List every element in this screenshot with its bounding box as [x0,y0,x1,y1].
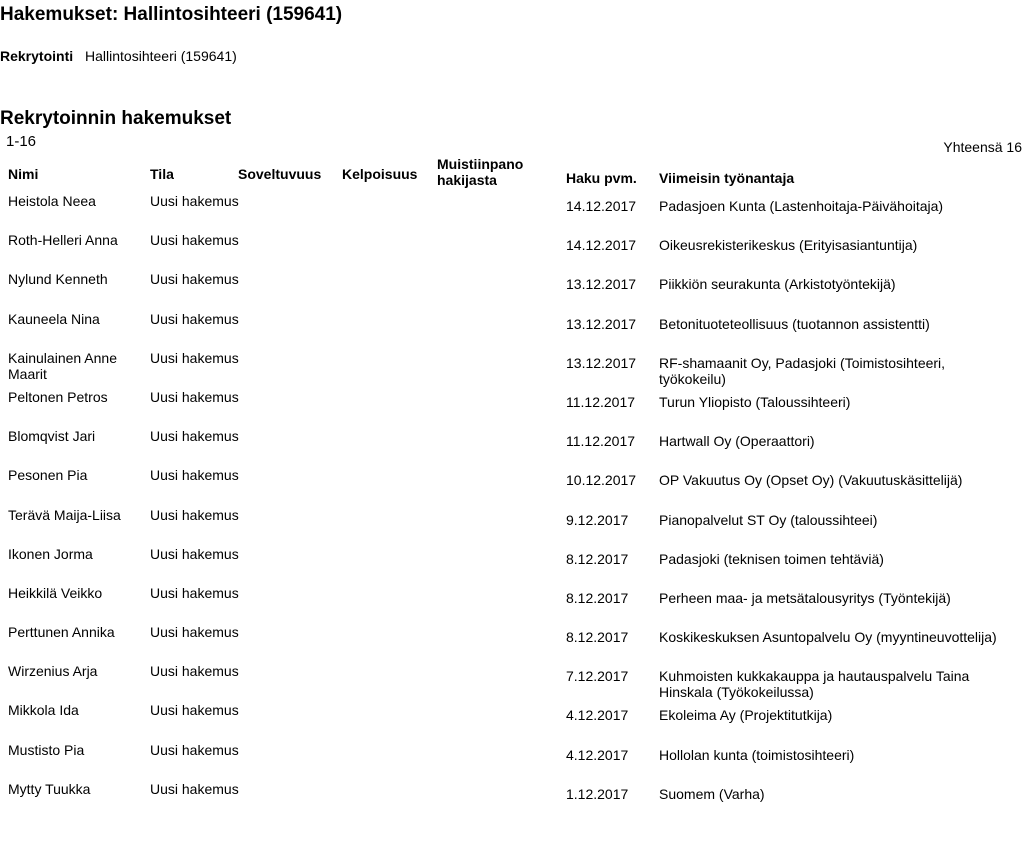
application-date: 11.12.2017 [566,433,636,450]
column-header-kelpoisuus[interactable]: Kelpoisuus [342,166,418,182]
applicant-name[interactable]: Wirzenius Arja [8,663,98,680]
latest-employer: Oikeusrekisterikeskus (Erityisasiantuntija) [659,237,918,254]
latest-employer: Padasjoki (teknisen toimen tehtäviä) [659,550,884,567]
table-row[interactable] [0,427,1024,466]
applicant-name[interactable]: Heikkilä Veikko [8,584,103,601]
latest-employer: Piikkiön seurakunta (Arkistotyöntekijä) [659,276,896,293]
result-range: 1-16 [6,133,37,150]
applicant-name[interactable]: Perttunen Annika [8,624,115,641]
result-total: Yhteensä 16 [943,139,1022,155]
table-row[interactable] [0,192,1024,231]
table-row[interactable] [0,584,1024,623]
latest-employer: Kuhmoisten kukkakauppa ja hautauspalvelu Taina Hinskala (Työkokeilussa) [659,668,970,701]
application-date: 13.12.2017 [566,276,637,293]
table-row[interactable] [0,466,1024,505]
applicant-name[interactable]: Terävä Maija-Liisa [8,506,121,523]
application-date: 1.12.2017 [566,785,629,802]
column-header-tila[interactable]: Tila [150,166,174,182]
table-row[interactable] [0,388,1024,427]
application-date: 4.12.2017 [566,707,629,724]
application-date: 14.12.2017 [566,198,637,214]
applicant-name[interactable]: Mikkola Ida [8,702,79,719]
applicant-name[interactable]: Peltonen Petros [8,388,108,405]
table-row[interactable] [0,270,1024,309]
application-status: Uusi hakemus [150,663,239,680]
latest-employer: Hartwall Oy (Operaattori) [659,433,815,450]
table-row[interactable] [0,310,1024,349]
latest-employer: Koskikeskuksen Asuntopalvelu Oy (myyntineuvottelija) [659,629,997,646]
application-status: Uusi hakemus [150,388,239,405]
latest-employer: Turun Yliopisto (Taloussihteeri) [659,393,851,410]
application-status: Uusi hakemus [150,232,239,249]
applicant-name[interactable]: Mustisto Pia [8,741,85,758]
applicant-name[interactable]: Roth-Helleri Anna [8,232,118,249]
latest-employer: Pianopalvelut ST Oy (taloussihteei) [659,511,878,528]
applications-table [0,192,1024,819]
column-header-viimeisin[interactable]: Viimeisin työnantaja [659,170,795,186]
column-header-haku-pvm[interactable]: Haku pvm. [566,170,637,186]
table-row[interactable] [0,506,1024,545]
application-date: 4.12.2017 [566,746,629,763]
application-date: 9.12.2017 [566,511,629,528]
application-status: Uusi hakemus [150,545,239,562]
application-status: Uusi hakemus [150,624,239,641]
applicant-name[interactable]: Heistola Neea [8,193,96,209]
table-row[interactable] [0,741,1024,780]
applicant-name[interactable]: Kauneela Nina [8,310,100,327]
application-status: Uusi hakemus [150,506,239,523]
latest-employer: Padasjoen Kunta (Lastenhoitaja-Päivähoitaja) [659,198,944,214]
latest-employer: Hollolan kunta (toimistosihteeri) [659,746,855,763]
table-row[interactable] [0,780,1024,819]
applicant-name[interactable]: Nylund Kenneth [8,271,108,288]
application-date: 13.12.2017 [566,315,637,332]
application-status: Uusi hakemus [150,428,239,445]
application-date: 14.12.2017 [566,237,637,254]
applicant-name[interactable]: Ikonen Jorma [8,545,93,562]
application-status: Uusi hakemus [150,702,239,719]
application-date: 8.12.2017 [566,629,629,646]
application-status: Uusi hakemus [150,193,239,209]
table-row[interactable] [0,545,1024,584]
application-status: Uusi hakemus [150,310,239,327]
column-header-soveltuvuus[interactable]: Soveltuvuus [238,166,322,182]
column-header-muistiinpano[interactable]: Muistiinpano hakijasta [437,156,524,188]
application-date: 7.12.2017 [566,668,629,685]
table-row[interactable] [0,231,1024,270]
latest-employer: Betonituoteteollisuus (tuotannon assistentti) [659,315,930,332]
application-status: Uusi hakemus [150,467,239,484]
application-status: Uusi hakemus [150,780,239,797]
applicant-name[interactable]: Mytty Tuukka [8,780,91,797]
column-header-nimi[interactable]: Nimi [8,166,39,182]
page-title: Hakemukset: Hallintosihteeri (159641) [0,4,343,25]
latest-employer: Perheen maa- ja metsätalousyritys (Työntekijä) [659,589,951,606]
application-date: 8.12.2017 [566,589,629,606]
section-title: Rekrytoinnin hakemukset [0,108,232,129]
table-row[interactable] [0,623,1024,662]
breadcrumb-value: Hallintosihteeri (159641) [85,48,237,64]
latest-employer: OP Vakuutus Oy (Opset Oy) (Vakuutuskäsittelijä) [659,472,963,489]
application-date: 11.12.2017 [566,393,636,410]
application-status: Uusi hakemus [150,584,239,601]
application-status: Uusi hakemus [150,271,239,288]
application-status: Uusi hakemus [150,349,239,366]
applicant-name[interactable]: Pesonen Pia [8,467,88,484]
table-row[interactable] [0,701,1024,740]
applicant-name[interactable]: Blomqvist Jari [8,428,96,445]
application-date: 10.12.2017 [566,472,637,489]
application-status: Uusi hakemus [150,741,239,758]
table-row[interactable] [0,349,1024,388]
breadcrumb-label[interactable]: Rekrytointi [0,48,74,64]
application-date: 13.12.2017 [566,354,637,371]
latest-employer: Suomem (Varha) [659,785,765,802]
breadcrumb [0,48,237,64]
latest-employer: RF-shamaanit Oy, Padasjoki (Toimistosihteeri, työkokeilu) [659,354,946,387]
table-row[interactable] [0,662,1024,701]
applicant-name[interactable]: Kainulainen Anne Maarit [8,349,117,382]
application-date: 8.12.2017 [566,550,629,567]
latest-employer: Ekoleima Ay (Projektitutkija) [659,707,833,724]
